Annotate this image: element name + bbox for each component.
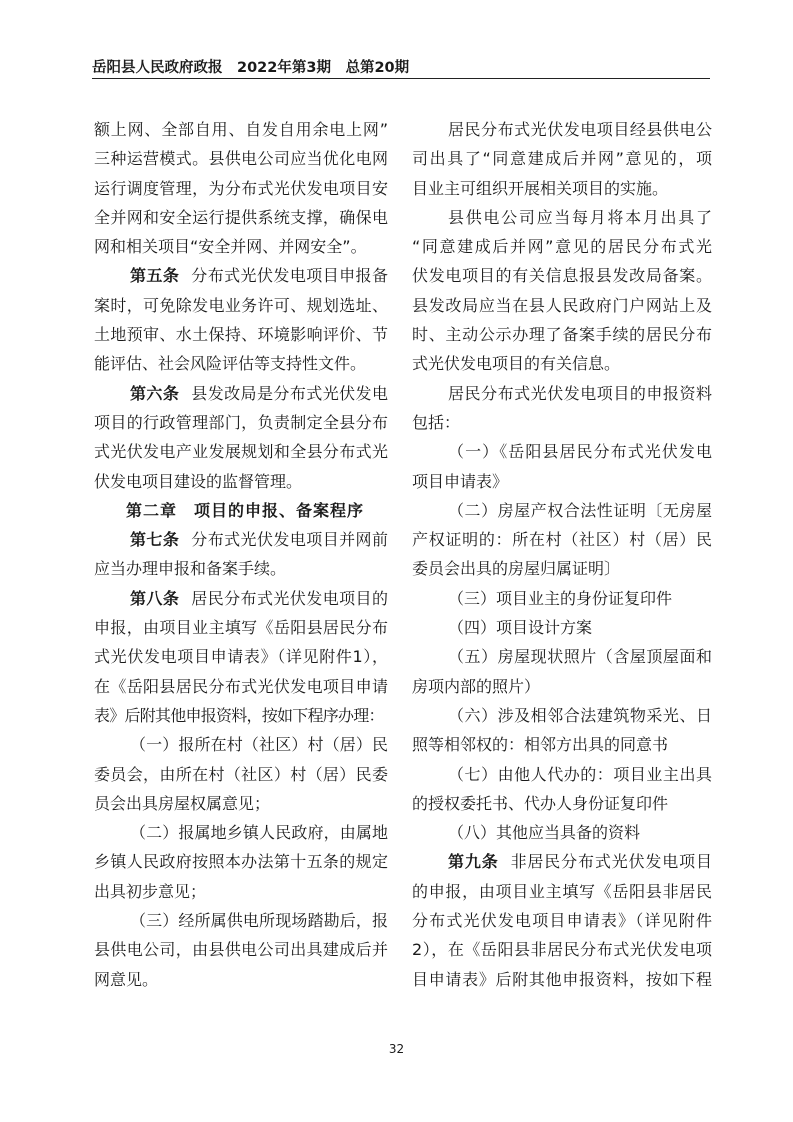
line-text: （一）《岳阳县居民分布式光伏发电 [448, 442, 712, 462]
text-line [412, 613, 712, 642]
line-text: 时、主动公示办理了备案手续的居民分布 [412, 325, 712, 345]
line-text: 员会出具房屋权属意见； [94, 793, 271, 813]
line-text: 伏发电项目的有关信息报县发改局备案。 [412, 266, 712, 286]
line-text: （一）报所在村（社区）村（居）民 [130, 735, 388, 755]
line-text: 申报，由项目业主填写《岳阳县居民分布 [94, 618, 388, 638]
text-line [412, 730, 712, 759]
text-line [94, 877, 388, 906]
text-line [412, 672, 712, 701]
text-line [412, 203, 712, 232]
text-line [412, 554, 712, 583]
article-number: 第八条 [130, 588, 180, 608]
line-text: 委员会出具的房屋归属证明〕 [412, 559, 621, 579]
line-text: 土地预审、水土保持、环境影响评价、节 [94, 325, 388, 345]
text-line [94, 144, 388, 173]
line-text: （八）其他应当具备的资料 [448, 823, 641, 843]
chapter-heading [94, 496, 388, 525]
text-line [412, 642, 712, 671]
text-line [412, 467, 712, 496]
text-line [412, 935, 712, 964]
text-line [412, 789, 712, 818]
text-line [412, 115, 712, 144]
text-line [412, 320, 712, 349]
text-line [94, 701, 388, 730]
line-text: 非居民分布式光伏发电项目 [510, 852, 712, 872]
text-line [94, 672, 388, 701]
line-text: 分布式光伏发电项目申请表》（详见附件 [412, 911, 712, 931]
article-number: 第九条 [448, 852, 499, 872]
line-text: 在《岳阳县居民分布式光伏发电项目申请 [94, 676, 388, 696]
line-text: 项目申请表》 [412, 471, 509, 491]
line-text: 目申请表》后附其他申报资料，按如下程 [412, 969, 712, 989]
text-line [94, 789, 388, 818]
left-column [94, 115, 388, 994]
text-line [412, 291, 712, 320]
line-text: “同意建成后并网”意见的居民分布式光 [412, 237, 712, 257]
text-line [94, 115, 388, 144]
text-line [94, 379, 388, 408]
line-text: 居民分布式光伏发电项目的申报资料 [448, 383, 712, 403]
text-line [412, 847, 712, 876]
line-text: 县供电公司，由县供电公司出具建成后并 [94, 940, 388, 960]
text-line [412, 584, 712, 613]
line-text: 式光伏发电项目的有关信息。 [412, 354, 621, 374]
line-text: （七）由他人代办的：项目业主出具 [448, 764, 712, 784]
text-line [412, 525, 712, 554]
line-text: 的授权委托书、代办人身份证复印件 [412, 793, 669, 813]
line-text: 项目的行政管理部门，负责制定全县分布 [94, 412, 388, 432]
text-line [412, 437, 712, 466]
text-line [94, 232, 388, 261]
line-text: 县发改局应当在县人民政府门户网站上及 [412, 295, 712, 315]
line-text: 全并网和安全运行提供系统支撑，确保电 [94, 207, 388, 227]
text-line [412, 760, 712, 789]
line-text: （三）经所属供电所现场踏勘后，报 [130, 911, 388, 931]
right-column [412, 115, 712, 994]
text-line [412, 144, 712, 173]
line-text: 第二章 项目的申报、备案程序 [126, 500, 365, 520]
article-number: 第七条 [130, 530, 180, 550]
line-text: 的申报，由项目业主填写《岳阳县非居民 [412, 881, 712, 901]
line-text: （二）房屋产权合法性证明〔无房屋 [448, 500, 712, 520]
page-number: 32 [388, 1042, 405, 1056]
text-line [94, 174, 388, 203]
text-line [412, 906, 712, 935]
line-text: 包括： [412, 412, 461, 432]
line-text: 案时，可免除发电业务许可、规划选址、 [94, 295, 388, 315]
text-line [412, 877, 712, 906]
text-line [94, 613, 388, 642]
line-text: 额上网、全部自用、自发自用余电上网” [94, 120, 388, 139]
text-line [94, 203, 388, 232]
text-line [94, 584, 388, 613]
text-line [412, 261, 712, 290]
line-text: （二）报属地乡镇人民政府，由属地 [130, 823, 388, 843]
text-line [94, 906, 388, 935]
line-text: （六）涉及相邻合法建筑物采光、日 [448, 705, 712, 725]
line-text: 司出具了“同意建成后并网”意见的，项 [412, 149, 712, 169]
text-line [412, 379, 712, 408]
line-text: 乡镇人民政府按照本办法第十五条的规定 [94, 852, 388, 872]
line-text: 县发改局是分布式光伏发电 [191, 383, 388, 403]
line-text: 式光伏发电项目申请表》（详见附件1）， [94, 647, 388, 667]
line-text: （三）项目业主的身份证复印件 [448, 588, 673, 608]
line-text: 产权证明的：所在村（社区）村（居）民 [412, 530, 712, 550]
text-line [94, 847, 388, 876]
text-line [412, 965, 712, 994]
text-line [412, 349, 712, 378]
text-line [94, 965, 388, 994]
line-text: 应当办理申报和备案手续。 [94, 559, 287, 579]
line-text: （四）项目设计方案 [448, 618, 593, 638]
line-text: （五）房屋现状照片（含屋顶屋面和 [448, 647, 712, 667]
line-text: 运行调度管理，为分布式光伏发电项目安 [94, 178, 388, 198]
line-text: 居民分布式光伏发电项目的 [191, 588, 388, 608]
text-line [94, 320, 388, 349]
text-line [94, 261, 388, 290]
text-line [94, 525, 388, 554]
running-header: 岳阳县人民政府政报 2022年第3期 总第20期 [92, 58, 710, 79]
line-text: 委员会，由所在村（社区）村（居）民委 [94, 764, 388, 784]
text-line [412, 174, 712, 203]
line-text: 目业主可组织开展相关项目的实施。 [412, 178, 669, 198]
line-text: 房项内部的照片） [412, 676, 541, 696]
line-text: 网和相关项目“安全并网、并网安全”。 [94, 237, 367, 257]
text-line [94, 437, 388, 466]
article-number: 第五条 [130, 266, 180, 286]
text-line [412, 701, 712, 730]
line-text: 表》后附其他申报资料，按如下程序办理： [94, 705, 384, 725]
text-line [94, 408, 388, 437]
line-text: 居民分布式光伏发电项目经县供电公 [448, 120, 712, 139]
text-line [94, 935, 388, 964]
line-text: 照等相邻权的：相邻方出具的同意书 [412, 735, 669, 755]
text-line [412, 232, 712, 261]
line-text: 出具初步意见； [94, 881, 207, 901]
text-line [94, 349, 388, 378]
line-text: 三种运营模式。县供电公司应当优化电网 [94, 149, 388, 169]
text-line [94, 554, 388, 583]
article-number: 第六条 [130, 383, 180, 403]
line-text: 式光伏发电产业发展规划和全县分布式光 [94, 442, 388, 462]
text-line [94, 467, 388, 496]
text-line [94, 291, 388, 320]
line-text: 分布式光伏发电项目并网前 [191, 530, 388, 550]
text-line [412, 818, 712, 847]
text-line [412, 496, 712, 525]
line-text: 县供电公司应当每月将本月出具了 [448, 207, 712, 227]
text-line [94, 760, 388, 789]
line-text: 能评估、社会风险评估等支持性文件。 [94, 354, 367, 374]
line-text: 2），在《岳阳县非居民分布式光伏发电项 [412, 940, 712, 960]
text-line [94, 818, 388, 847]
text-line [94, 642, 388, 671]
line-text: 分布式光伏发电项目申报备 [191, 266, 388, 286]
text-line [412, 408, 712, 437]
line-text: 网意见。 [94, 969, 159, 989]
line-text: 伏发电项目建设的监督管理。 [94, 471, 303, 491]
text-line [94, 730, 388, 759]
